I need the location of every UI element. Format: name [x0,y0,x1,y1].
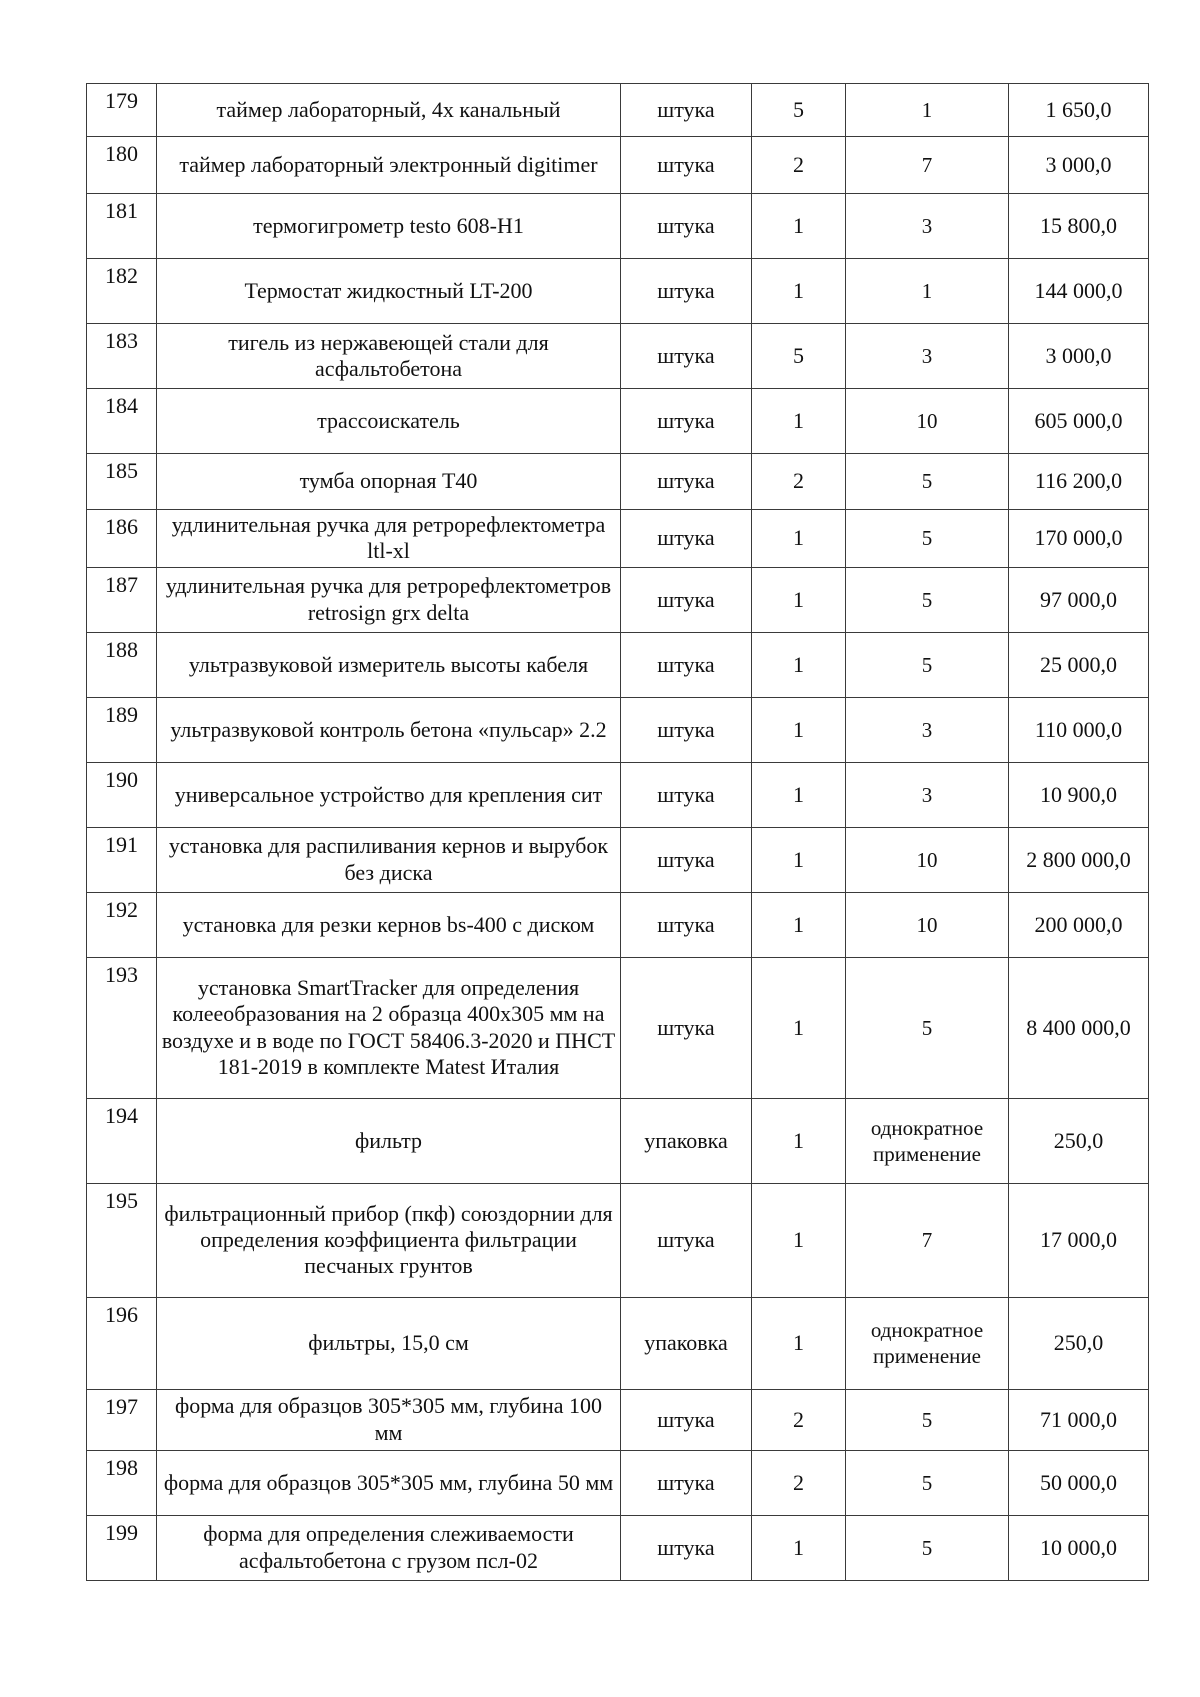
price-cell: 110 000,0 [1009,697,1149,762]
service-life-cell: 3 [846,194,1009,259]
row-number-cell: 180 [87,137,157,194]
table-row [87,510,1149,568]
table-row [87,1183,1149,1297]
row-number-cell: 186 [87,510,157,568]
row-number-cell: 198 [87,1450,157,1515]
unit-of-measure-cell: штука [621,892,752,957]
table-row [87,1515,1149,1580]
unit-of-measure-cell: штука [621,1389,752,1450]
row-number-cell: 179 [87,84,157,137]
quantity-cell: 1 [752,259,846,324]
unit-of-measure-cell: штука [621,259,752,324]
unit-of-measure-cell: штука [621,827,752,892]
row-number-cell: 195 [87,1183,157,1297]
item-name-cell: форма для образцов 305*305 мм, глубина 100 мм [157,1389,621,1450]
price-cell: 116 200,0 [1009,454,1149,510]
price-cell: 97 000,0 [1009,567,1149,632]
item-name-cell: ультразвуковой измеритель высоты кабеля [157,632,621,697]
price-cell: 144 000,0 [1009,259,1149,324]
unit-of-measure-cell: штука [621,510,752,568]
price-cell: 17 000,0 [1009,1183,1149,1297]
quantity-cell: 1 [752,1183,846,1297]
price-cell: 8 400 000,0 [1009,957,1149,1098]
unit-of-measure-cell: упаковка [621,1297,752,1389]
row-number-cell: 184 [87,389,157,454]
unit-of-measure-cell: штука [621,1450,752,1515]
service-life-cell: 3 [846,697,1009,762]
service-life-cell: 3 [846,762,1009,827]
table-row [87,194,1149,259]
unit-of-measure-cell: штука [621,194,752,259]
item-name-cell: универсальное устройство для крепления сит [157,762,621,827]
quantity-cell: 1 [752,827,846,892]
unit-of-measure-cell: штука [621,84,752,137]
unit-of-measure-cell: штука [621,697,752,762]
quantity-cell: 2 [752,1450,846,1515]
item-name-cell: тумба опорная Т40 [157,454,621,510]
row-number-cell: 194 [87,1098,157,1183]
item-name-cell: установка для резки кернов bs-400 с диском [157,892,621,957]
price-cell: 71 000,0 [1009,1389,1149,1450]
item-name-cell: установка SmartTracker для определения колееобразования на 2 образца 400х305 мм на воздухе и в воде по ГОСТ 58406.3-2020 и ПНСТ 181-2019 в комплекте Matest Италия [157,957,621,1098]
unit-of-measure-cell: упаковка [621,1098,752,1183]
unit-of-measure-cell: штука [621,137,752,194]
quantity-cell: 2 [752,137,846,194]
row-number-cell: 187 [87,567,157,632]
table-row [87,697,1149,762]
price-cell: 25 000,0 [1009,632,1149,697]
unit-of-measure-cell: штука [621,1515,752,1580]
item-name-cell: тигель из нержавеющей стали для асфальтобетона [157,324,621,389]
quantity-cell: 5 [752,84,846,137]
service-life-cell: 10 [846,892,1009,957]
row-number-cell: 181 [87,194,157,259]
item-name-cell: фильтрационный прибор (пкф) союздорнии для определения коэффициента фильтрации песчаных грунтов [157,1183,621,1297]
item-name-cell: удлинительная ручка для ретрорефлектометра ltl-xl [157,510,621,568]
service-life-cell: 7 [846,137,1009,194]
unit-of-measure-cell: штука [621,632,752,697]
quantity-cell: 1 [752,1297,846,1389]
table-row [87,259,1149,324]
quantity-cell: 1 [752,567,846,632]
price-cell: 250,0 [1009,1297,1149,1389]
price-cell: 2 800 000,0 [1009,827,1149,892]
service-life-cell: 5 [846,1389,1009,1450]
item-name-cell: ультразвуковой контроль бетона «пульсар» 2.2 [157,697,621,762]
service-life-cell: 5 [846,957,1009,1098]
row-number-cell: 185 [87,454,157,510]
price-cell: 3 000,0 [1009,324,1149,389]
service-life-cell: 7 [846,1183,1009,1297]
service-life-cell: однократное применение [846,1098,1009,1183]
item-name-cell: форма для определения слеживаемости асфальтобетона с грузом псл-02 [157,1515,621,1580]
item-name-cell: фильтр [157,1098,621,1183]
price-cell: 3 000,0 [1009,137,1149,194]
table-row [87,137,1149,194]
quantity-cell: 1 [752,194,846,259]
quantity-cell: 1 [752,1515,846,1580]
item-name-cell: форма для образцов 305*305 мм, глубина 50 мм [157,1450,621,1515]
table-row [87,1389,1149,1450]
item-name-cell: Термостат жидкостный LT-200 [157,259,621,324]
table-row [87,324,1149,389]
table-row [87,84,1149,137]
item-name-cell: трассоискатель [157,389,621,454]
price-cell: 10 900,0 [1009,762,1149,827]
service-life-cell: 10 [846,827,1009,892]
table-row [87,957,1149,1098]
service-life-cell: 5 [846,454,1009,510]
service-life-cell: 5 [846,1515,1009,1580]
quantity-cell: 1 [752,762,846,827]
service-life-cell: 3 [846,324,1009,389]
unit-of-measure-cell: штука [621,454,752,510]
unit-of-measure-cell: штука [621,957,752,1098]
row-number-cell: 189 [87,697,157,762]
quantity-cell: 5 [752,324,846,389]
table-row [87,454,1149,510]
item-name-cell: удлинительная ручка для ретрорефлектометров retrosign grx delta [157,567,621,632]
row-number-cell: 199 [87,1515,157,1580]
table-row [87,762,1149,827]
row-number-cell: 191 [87,827,157,892]
quantity-cell: 1 [752,632,846,697]
row-number-cell: 188 [87,632,157,697]
price-cell: 50 000,0 [1009,1450,1149,1515]
quantity-cell: 2 [752,454,846,510]
quantity-cell: 1 [752,697,846,762]
unit-of-measure-cell: штука [621,1183,752,1297]
table-row [87,632,1149,697]
item-name-cell: установка для распиливания кернов и вырубок без диска [157,827,621,892]
service-life-cell: 5 [846,510,1009,568]
table-body [87,84,1149,1581]
service-life-cell: 1 [846,84,1009,137]
item-name-cell: термогигрометр testo 608-H1 [157,194,621,259]
row-number-cell: 182 [87,259,157,324]
row-number-cell: 196 [87,1297,157,1389]
table-row [87,1297,1149,1389]
item-name-cell: таймер лабораторный электронный digitimer [157,137,621,194]
row-number-cell: 193 [87,957,157,1098]
quantity-cell: 1 [752,510,846,568]
quantity-cell: 2 [752,1389,846,1450]
table-row [87,1450,1149,1515]
row-number-cell: 197 [87,1389,157,1450]
row-number-cell: 183 [87,324,157,389]
quantity-cell: 1 [752,957,846,1098]
quantity-cell: 1 [752,389,846,454]
price-cell: 15 800,0 [1009,194,1149,259]
price-cell: 1 650,0 [1009,84,1149,137]
price-cell: 200 000,0 [1009,892,1149,957]
quantity-cell: 1 [752,1098,846,1183]
price-cell: 10 000,0 [1009,1515,1149,1580]
unit-of-measure-cell: штука [621,567,752,632]
row-number-cell: 192 [87,892,157,957]
unit-of-measure-cell: штука [621,324,752,389]
service-life-cell: 5 [846,567,1009,632]
price-cell: 605 000,0 [1009,389,1149,454]
price-cell: 250,0 [1009,1098,1149,1183]
service-life-cell: 10 [846,389,1009,454]
item-name-cell: фильтры, 15,0 см [157,1297,621,1389]
table-row [87,389,1149,454]
quantity-cell: 1 [752,892,846,957]
service-life-cell: 1 [846,259,1009,324]
service-life-cell: однократное применение [846,1297,1009,1389]
table-row [87,567,1149,632]
table-row [87,1098,1149,1183]
unit-of-measure-cell: штука [621,762,752,827]
table-row [87,827,1149,892]
equipment-table [86,83,1149,1581]
service-life-cell: 5 [846,1450,1009,1515]
row-number-cell: 190 [87,762,157,827]
price-cell: 170 000,0 [1009,510,1149,568]
table-row [87,892,1149,957]
unit-of-measure-cell: штука [621,389,752,454]
service-life-cell: 5 [846,632,1009,697]
item-name-cell: таймер лабораторный, 4х канальный [157,84,621,137]
